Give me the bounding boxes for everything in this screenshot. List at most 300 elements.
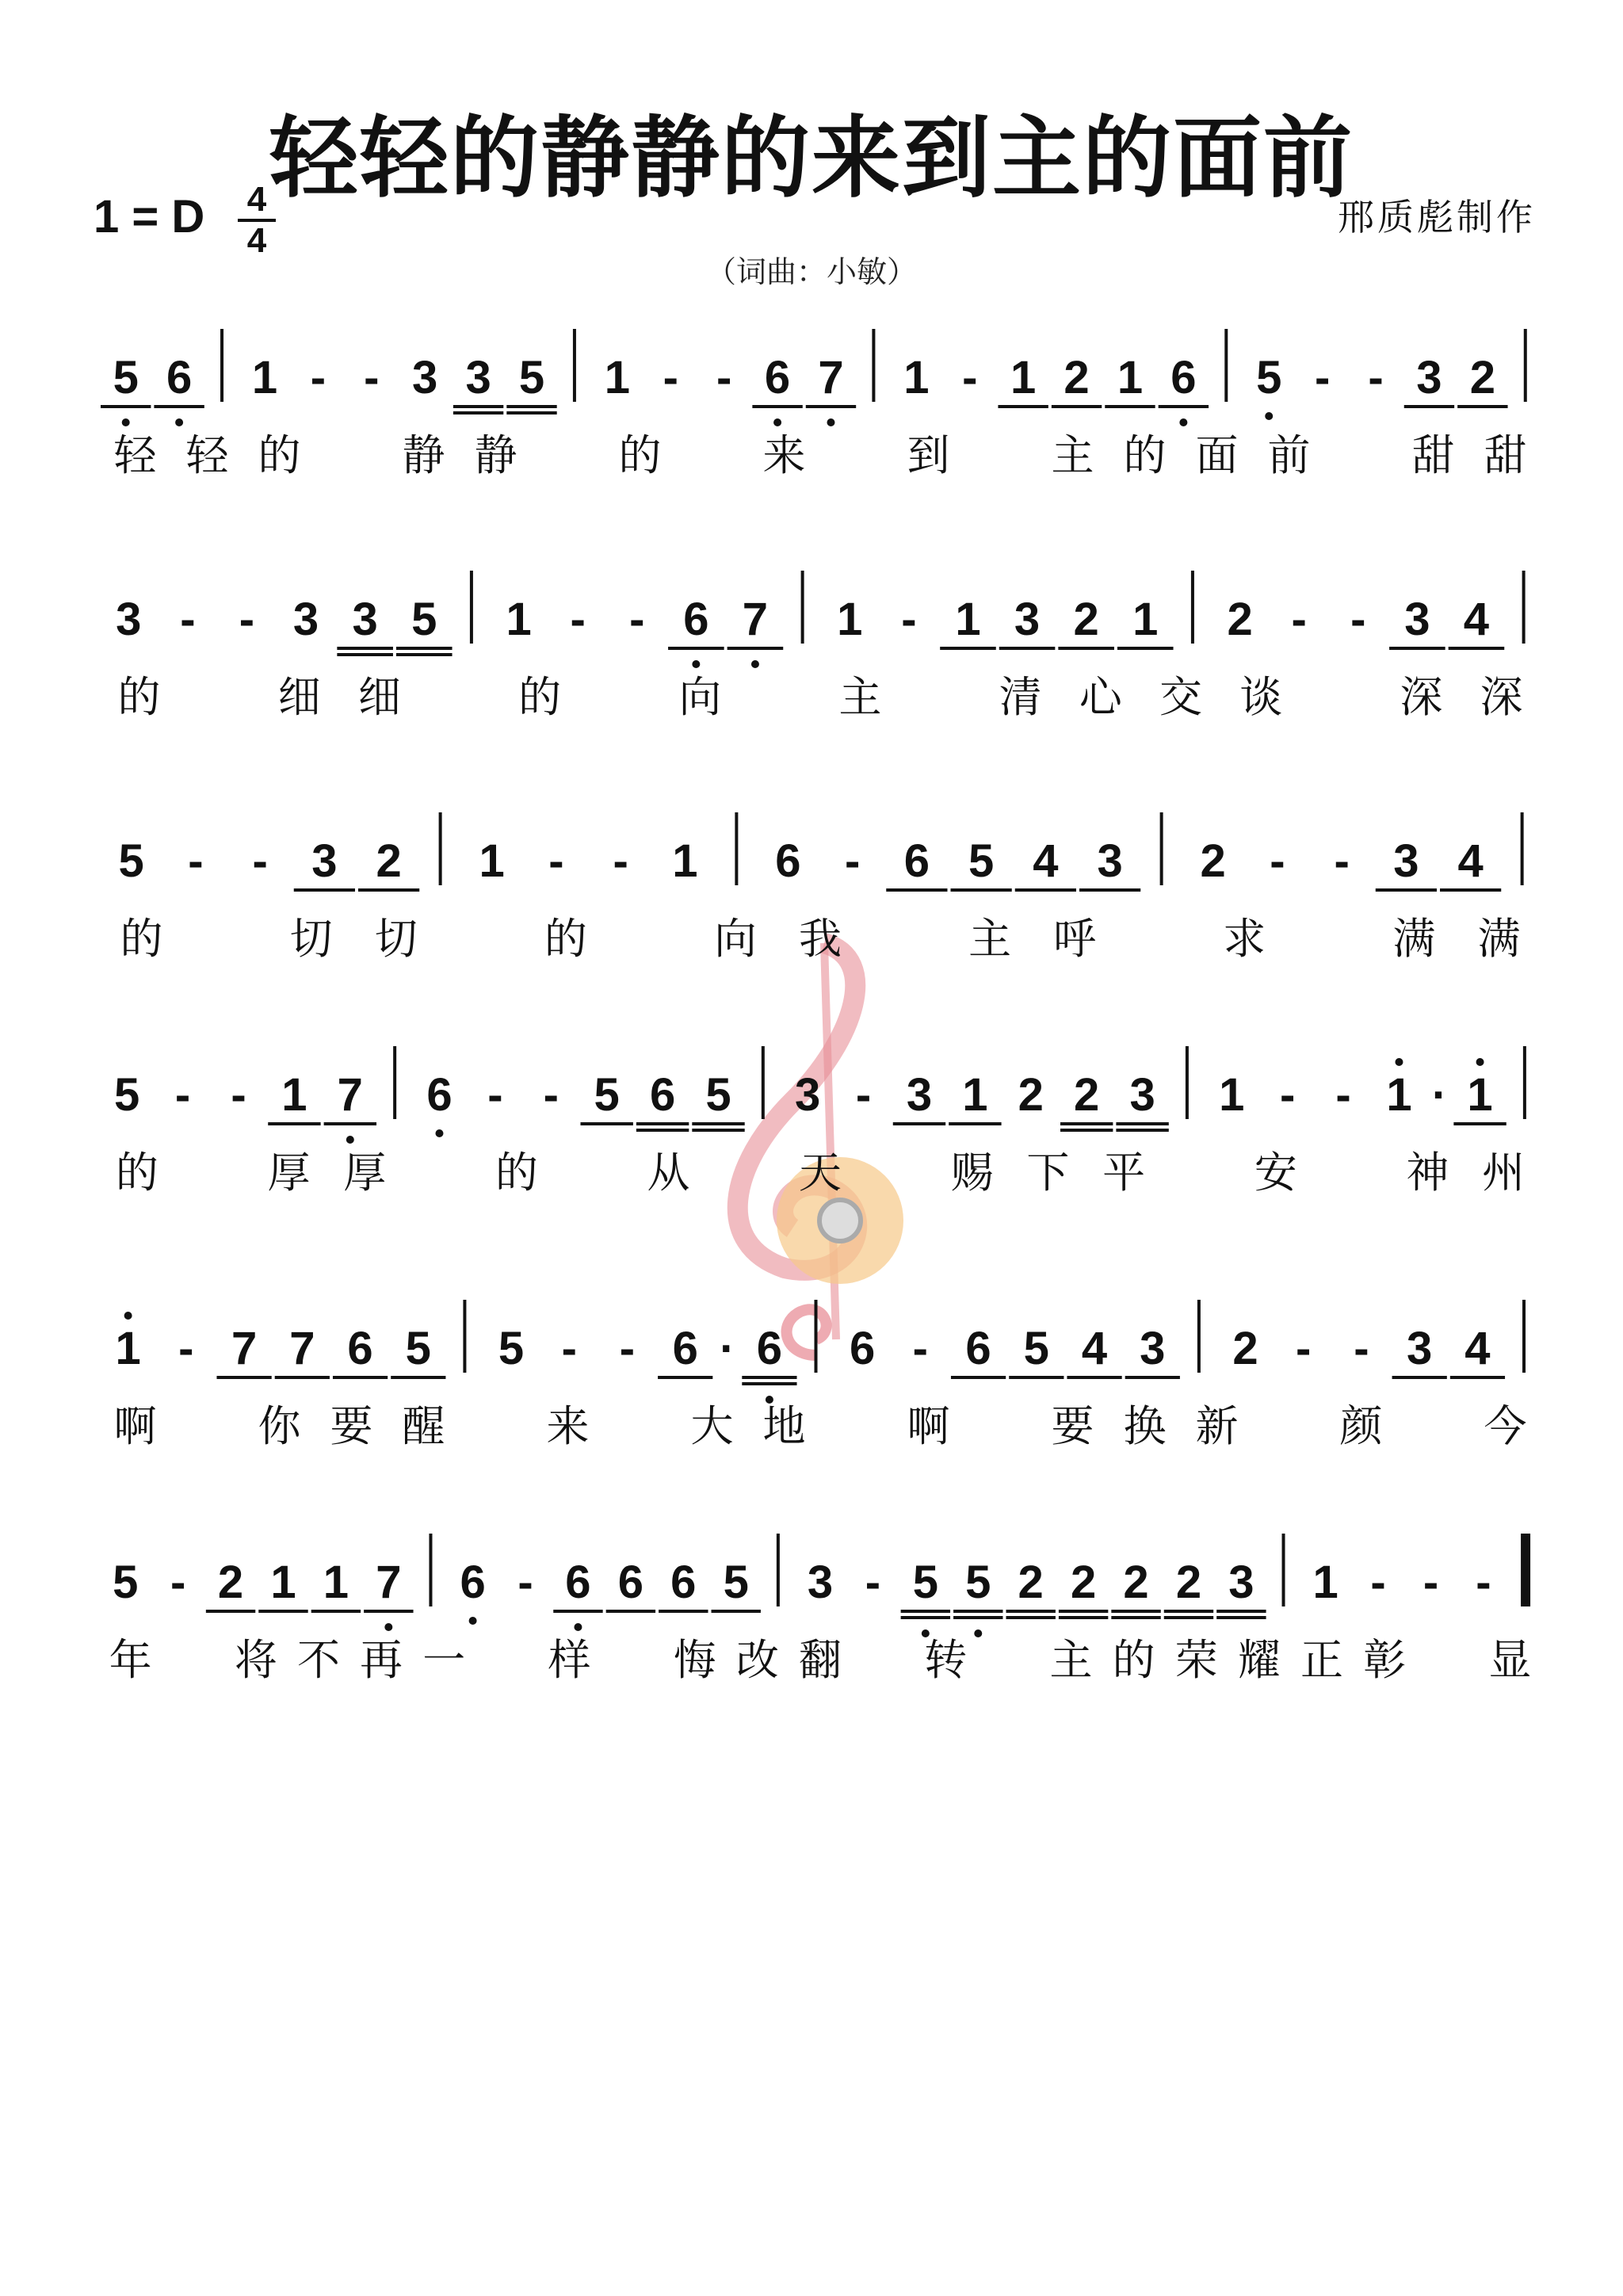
dash-note: - bbox=[364, 352, 380, 403]
note: 1 bbox=[1219, 1069, 1245, 1121]
low-octave-dot bbox=[435, 1129, 443, 1137]
lyric-char: 赐 bbox=[950, 1148, 994, 1198]
low-octave-dot bbox=[574, 1623, 582, 1631]
lyric-char: 深 bbox=[1480, 672, 1523, 722]
lyric-char: 神 bbox=[1406, 1148, 1449, 1198]
barline bbox=[1224, 329, 1228, 402]
dash-note: - bbox=[1370, 1557, 1386, 1608]
underline bbox=[951, 888, 1012, 892]
note: 5 bbox=[113, 352, 139, 403]
lyric-char: 地 bbox=[762, 1401, 806, 1451]
barline bbox=[1191, 571, 1194, 644]
note: 3 bbox=[1014, 594, 1041, 645]
lyric-char: 求 bbox=[1223, 914, 1266, 964]
underline bbox=[1006, 1616, 1055, 1619]
underline bbox=[1111, 1616, 1160, 1619]
lyric-char: 轻 bbox=[185, 430, 229, 480]
low-octave-dot bbox=[1179, 418, 1187, 426]
lyric-char: 悔 bbox=[673, 1635, 716, 1685]
lyric-char: 主 bbox=[968, 914, 1012, 964]
underline bbox=[1440, 888, 1501, 892]
lyric-char: 要 bbox=[330, 1401, 373, 1451]
note: 1 bbox=[506, 594, 532, 645]
underline bbox=[953, 1610, 1002, 1613]
underline bbox=[580, 1122, 632, 1125]
note: 1 bbox=[1467, 1069, 1493, 1121]
low-octave-dot bbox=[692, 660, 700, 668]
lyrics-music-credit: （词曲：小敏） bbox=[705, 254, 917, 289]
dash-note: - bbox=[239, 594, 255, 645]
note: 4 bbox=[1465, 1323, 1491, 1374]
note: 7 bbox=[337, 1069, 363, 1121]
lyric-char: 平 bbox=[1102, 1148, 1146, 1198]
dash-note: - bbox=[180, 594, 196, 645]
note: 7 bbox=[231, 1323, 258, 1374]
underline bbox=[1376, 888, 1437, 892]
lyric-char: 颜 bbox=[1339, 1401, 1383, 1451]
underline bbox=[1453, 1122, 1506, 1125]
note: 1 bbox=[251, 352, 278, 403]
note: 3 bbox=[795, 1069, 821, 1121]
dash-note: - bbox=[310, 352, 327, 403]
note: 3 bbox=[412, 352, 438, 403]
note: 1 bbox=[323, 1557, 349, 1608]
underline bbox=[1164, 1616, 1213, 1619]
underline bbox=[886, 888, 947, 892]
note: · bbox=[720, 1323, 735, 1374]
dash-note: - bbox=[1476, 1557, 1491, 1608]
dash-note: - bbox=[716, 352, 732, 403]
note: 7 bbox=[376, 1557, 402, 1608]
lyric-char: 面 bbox=[1195, 430, 1239, 480]
note: 3 bbox=[1228, 1557, 1254, 1608]
note: 5 bbox=[411, 594, 437, 645]
underline bbox=[1404, 405, 1454, 408]
note: 6 bbox=[1170, 352, 1197, 403]
note: 6 bbox=[565, 1557, 591, 1608]
underline bbox=[998, 405, 1048, 408]
lyric-char: 的 bbox=[1112, 1635, 1155, 1685]
underline bbox=[893, 1122, 945, 1125]
note: 2 bbox=[1227, 594, 1253, 645]
underline bbox=[453, 411, 503, 415]
note: 5 bbox=[705, 1069, 731, 1121]
underline bbox=[275, 1376, 330, 1379]
dash-note: - bbox=[1296, 1323, 1312, 1374]
underline bbox=[901, 1610, 950, 1613]
note: 3 bbox=[1129, 1069, 1155, 1121]
note: 2 bbox=[1232, 1323, 1258, 1374]
lyric-char: 显 bbox=[1488, 1635, 1532, 1685]
lyric-char: 你 bbox=[258, 1401, 301, 1451]
underline bbox=[268, 1122, 320, 1125]
lyric-char: 前 bbox=[1267, 430, 1311, 480]
lyric-char: 州 bbox=[1482, 1148, 1526, 1198]
note: 6 bbox=[426, 1069, 453, 1121]
underline bbox=[659, 1610, 708, 1613]
underline bbox=[1457, 405, 1507, 408]
lyric-char: 的 bbox=[544, 914, 587, 964]
high-octave-dot bbox=[124, 1312, 132, 1320]
low-octave-dot bbox=[384, 1623, 392, 1631]
underline bbox=[1216, 1616, 1266, 1619]
lyric-char: 我 bbox=[799, 914, 842, 964]
lyric-char: 向 bbox=[713, 914, 757, 964]
barline bbox=[801, 571, 804, 644]
barline bbox=[573, 329, 576, 402]
note: 6 bbox=[670, 1557, 697, 1608]
dash-note: - bbox=[1334, 835, 1350, 887]
low-octave-dot bbox=[773, 418, 781, 426]
barline bbox=[1524, 329, 1527, 402]
underline bbox=[1060, 1122, 1113, 1125]
dash-note: - bbox=[487, 1069, 503, 1121]
underline bbox=[1125, 1376, 1180, 1379]
note: 2 bbox=[1073, 594, 1099, 645]
lyric-char: 主 bbox=[1049, 1635, 1093, 1685]
time-signature-bottom: 4 bbox=[246, 221, 267, 260]
note: 3 bbox=[116, 594, 142, 645]
underline bbox=[712, 1610, 761, 1613]
dash-note: - bbox=[561, 1323, 577, 1374]
note: 5 bbox=[498, 1323, 525, 1374]
low-octave-dot bbox=[469, 1617, 477, 1625]
dash-note: - bbox=[548, 835, 564, 887]
lyric-char: 醒 bbox=[402, 1401, 445, 1451]
note: 1 bbox=[955, 594, 981, 645]
dash-note: - bbox=[170, 1557, 186, 1608]
lyric-char: 要 bbox=[1051, 1401, 1094, 1451]
lyric-char: 转 bbox=[924, 1635, 968, 1685]
note: 2 bbox=[1200, 835, 1226, 887]
note: 2 bbox=[1018, 1557, 1044, 1608]
note: 3 bbox=[465, 352, 491, 403]
lyric-char: 今 bbox=[1484, 1401, 1527, 1451]
note: 5 bbox=[405, 1323, 431, 1374]
barline bbox=[470, 571, 473, 644]
lyric-char: 样 bbox=[548, 1635, 591, 1685]
barline bbox=[429, 1534, 432, 1606]
lyric-char: 切 bbox=[289, 914, 333, 964]
note: 7 bbox=[742, 594, 769, 645]
lyric-char: 大 bbox=[690, 1401, 734, 1451]
underline bbox=[999, 647, 1056, 650]
note: 5 bbox=[1256, 352, 1282, 403]
underline bbox=[1052, 405, 1102, 408]
underline bbox=[1449, 647, 1505, 650]
note: 6 bbox=[903, 835, 930, 887]
high-octave-dot bbox=[1395, 1058, 1403, 1066]
note: 1 bbox=[604, 352, 630, 403]
lyric-char: 年 bbox=[109, 1635, 152, 1685]
note: 5 bbox=[968, 835, 995, 887]
note: 2 bbox=[1469, 352, 1495, 403]
lyric-char: 静 bbox=[402, 430, 445, 480]
barline bbox=[463, 1300, 466, 1373]
lyric-char: 向 bbox=[678, 672, 722, 722]
underline bbox=[506, 411, 556, 415]
underline bbox=[742, 1376, 796, 1379]
note: 2 bbox=[1064, 352, 1090, 403]
lyric-char: 新 bbox=[1195, 1401, 1239, 1451]
note: 2 bbox=[1070, 1557, 1097, 1608]
underline bbox=[1079, 888, 1140, 892]
underline bbox=[337, 653, 393, 656]
note: 6 bbox=[849, 1323, 876, 1374]
low-octave-dot bbox=[122, 418, 130, 426]
note: 6 bbox=[617, 1557, 643, 1608]
underline bbox=[391, 1376, 445, 1379]
note: 1 bbox=[1132, 594, 1159, 645]
dash-note: - bbox=[619, 1323, 636, 1374]
underline bbox=[1015, 888, 1076, 892]
lyric-char: 的 bbox=[518, 672, 562, 722]
note: 3 bbox=[807, 1557, 834, 1608]
underline bbox=[1105, 405, 1155, 408]
lyric-char: 耀 bbox=[1237, 1635, 1281, 1685]
note: 5 bbox=[912, 1557, 938, 1608]
lyric-char: 主 bbox=[1051, 430, 1094, 480]
dash-note: - bbox=[844, 835, 861, 887]
lyric-char: 不 bbox=[296, 1635, 340, 1685]
lyric-char: 的 bbox=[120, 914, 163, 964]
dash-note: - bbox=[1354, 1323, 1369, 1374]
underline bbox=[752, 405, 802, 408]
underline bbox=[806, 405, 856, 408]
note: 1 bbox=[479, 835, 505, 887]
dash-note: - bbox=[663, 352, 678, 403]
lyric-char: 谈 bbox=[1239, 672, 1283, 722]
underline bbox=[258, 1610, 307, 1613]
low-octave-dot bbox=[974, 1629, 982, 1637]
lyric-char: 甜 bbox=[1411, 430, 1455, 480]
low-octave-dot bbox=[827, 418, 834, 426]
lyric-char: 深 bbox=[1400, 672, 1443, 722]
underline bbox=[453, 405, 503, 408]
note: 5 bbox=[518, 352, 545, 403]
note: 5 bbox=[113, 1557, 139, 1608]
underline bbox=[358, 888, 419, 892]
note: 1 bbox=[1010, 352, 1037, 403]
underline bbox=[1164, 1610, 1213, 1613]
underline bbox=[1450, 1376, 1505, 1379]
low-octave-dot bbox=[1265, 412, 1273, 420]
barline bbox=[439, 812, 442, 885]
underline bbox=[506, 405, 556, 408]
underline bbox=[206, 1610, 255, 1613]
note: 3 bbox=[1097, 835, 1123, 887]
underline bbox=[901, 1616, 950, 1619]
note: 2 bbox=[217, 1557, 244, 1608]
underline bbox=[337, 647, 393, 650]
lyric-char: 的 bbox=[117, 672, 161, 722]
note: 6 bbox=[683, 594, 709, 645]
note: 4 bbox=[1463, 594, 1490, 645]
underline bbox=[1159, 405, 1209, 408]
dash-note: - bbox=[252, 835, 268, 887]
note: 2 bbox=[1074, 1069, 1100, 1121]
note: 1 bbox=[115, 1323, 141, 1374]
note: 5 bbox=[965, 1557, 991, 1608]
lyric-char: 一 bbox=[422, 1635, 466, 1685]
note: 6 bbox=[347, 1323, 373, 1374]
note: 1 bbox=[837, 594, 863, 645]
dash-note: - bbox=[855, 1069, 872, 1121]
dash-note: - bbox=[517, 1557, 533, 1608]
underline bbox=[216, 1376, 271, 1379]
underline bbox=[1216, 1610, 1266, 1613]
note: 1 bbox=[281, 1069, 307, 1121]
note: 5 bbox=[594, 1069, 620, 1121]
underline bbox=[154, 405, 204, 408]
underline bbox=[692, 1129, 744, 1132]
note: 3 bbox=[292, 594, 319, 645]
barline bbox=[872, 329, 875, 402]
dash-note: - bbox=[1291, 594, 1307, 645]
lyric-char: 啊 bbox=[907, 1401, 950, 1451]
note: 5 bbox=[114, 1069, 140, 1121]
note: 2 bbox=[1175, 1557, 1202, 1608]
lyric-char: 啊 bbox=[113, 1401, 157, 1451]
underline bbox=[1059, 1610, 1108, 1613]
dash-note: - bbox=[1270, 835, 1285, 887]
note: 6 bbox=[775, 835, 801, 887]
dash-note: - bbox=[1368, 352, 1384, 403]
note: 2 bbox=[1018, 1069, 1044, 1121]
note: 7 bbox=[289, 1323, 315, 1374]
lyric-char: 荣 bbox=[1174, 1635, 1218, 1685]
final-barline bbox=[1521, 1534, 1530, 1606]
note: 1 bbox=[903, 352, 930, 403]
lyric-char: 的 bbox=[495, 1148, 538, 1198]
lyric-char: 细 bbox=[277, 672, 321, 722]
barline bbox=[1160, 812, 1163, 885]
lyric-char: 再 bbox=[360, 1635, 403, 1685]
barline bbox=[1522, 571, 1526, 644]
note: 6 bbox=[460, 1557, 486, 1608]
note: 1 bbox=[270, 1557, 296, 1608]
lyric-char: 的 bbox=[618, 430, 662, 480]
lyric-char: 将 bbox=[234, 1635, 277, 1685]
underline bbox=[636, 1122, 689, 1125]
lyric-char: 正 bbox=[1300, 1635, 1344, 1685]
note: 1 bbox=[672, 835, 698, 887]
dash-note: - bbox=[962, 352, 978, 403]
lyric-char: 天 bbox=[799, 1148, 842, 1198]
underline bbox=[727, 647, 784, 650]
dash-note: - bbox=[865, 1557, 881, 1608]
dash-note: - bbox=[188, 835, 204, 887]
note: 1 bbox=[1312, 1557, 1338, 1608]
note: 1 bbox=[1117, 352, 1144, 403]
dash-note: - bbox=[613, 835, 628, 887]
dash-note: - bbox=[570, 594, 586, 645]
lyric-char: 来 bbox=[546, 1401, 590, 1451]
underline bbox=[1009, 1376, 1064, 1379]
barline bbox=[735, 812, 738, 885]
underline bbox=[940, 647, 996, 650]
note: 3 bbox=[1404, 594, 1430, 645]
dash-note: - bbox=[543, 1069, 559, 1121]
underline bbox=[1117, 647, 1174, 650]
underline bbox=[1392, 1376, 1447, 1379]
note: 3 bbox=[1140, 1323, 1166, 1374]
low-octave-dot bbox=[346, 1136, 354, 1144]
note: 3 bbox=[311, 835, 338, 887]
note: 5 bbox=[723, 1557, 749, 1608]
lyric-char: 细 bbox=[357, 672, 401, 722]
note: 1 bbox=[1386, 1069, 1412, 1121]
underline bbox=[949, 1122, 1001, 1125]
note: 6 bbox=[166, 352, 193, 403]
barline bbox=[815, 1300, 818, 1373]
barline bbox=[393, 1046, 396, 1119]
underline bbox=[953, 1616, 1002, 1619]
note: 3 bbox=[1407, 1323, 1433, 1374]
low-octave-dot bbox=[175, 418, 183, 426]
note: 7 bbox=[818, 352, 844, 403]
lyric-char: 的 bbox=[115, 1148, 158, 1198]
underline bbox=[101, 405, 151, 408]
note: 4 bbox=[1033, 835, 1059, 887]
lyric-char: 清 bbox=[999, 672, 1042, 722]
barline bbox=[1186, 1046, 1189, 1119]
high-octave-dot bbox=[1476, 1058, 1484, 1066]
underline bbox=[396, 653, 453, 656]
dash-note: - bbox=[174, 1069, 191, 1121]
underline bbox=[692, 1122, 744, 1125]
underline bbox=[1067, 1376, 1121, 1379]
note: 4 bbox=[1081, 1323, 1108, 1374]
note: 3 bbox=[906, 1069, 933, 1121]
lyric-char: 厚 bbox=[343, 1148, 387, 1198]
underline bbox=[294, 888, 355, 892]
underline bbox=[553, 1610, 602, 1613]
underline bbox=[1006, 1610, 1055, 1613]
dash-note: - bbox=[912, 1323, 928, 1374]
note: 3 bbox=[1393, 835, 1419, 887]
underline bbox=[1060, 1129, 1113, 1132]
lyric-char: 改 bbox=[735, 1635, 779, 1685]
lyric-char: 静 bbox=[474, 430, 517, 480]
underline bbox=[311, 1610, 361, 1613]
dash-note: - bbox=[1279, 1069, 1296, 1121]
barline bbox=[1282, 1534, 1285, 1606]
lyric-char: 主 bbox=[838, 672, 882, 722]
dash-note: - bbox=[629, 594, 645, 645]
lyric-char: 满 bbox=[1392, 914, 1436, 964]
barline bbox=[1197, 1300, 1201, 1373]
note: 6 bbox=[672, 1323, 698, 1374]
lyric-char: 换 bbox=[1123, 1401, 1167, 1451]
underline bbox=[1116, 1122, 1168, 1125]
maker-credit: 邢质彪制作 bbox=[1338, 196, 1536, 239]
lyric-char: 满 bbox=[1477, 914, 1521, 964]
underline bbox=[668, 647, 724, 650]
note: 1 bbox=[962, 1069, 988, 1121]
song-title: 轻轻的静静的来到主的面前 bbox=[269, 107, 1354, 210]
barline bbox=[220, 329, 223, 402]
lyric-char: 切 bbox=[374, 914, 418, 964]
underline bbox=[742, 1382, 796, 1385]
note: 6 bbox=[965, 1323, 991, 1374]
lyric-char: 安 bbox=[1254, 1148, 1297, 1198]
time-signature-top: 4 bbox=[246, 180, 267, 219]
barline bbox=[1522, 1300, 1526, 1373]
lyric-char: 来 bbox=[762, 430, 806, 480]
note: 3 bbox=[352, 594, 378, 645]
lyric-char: 的 bbox=[258, 430, 301, 480]
